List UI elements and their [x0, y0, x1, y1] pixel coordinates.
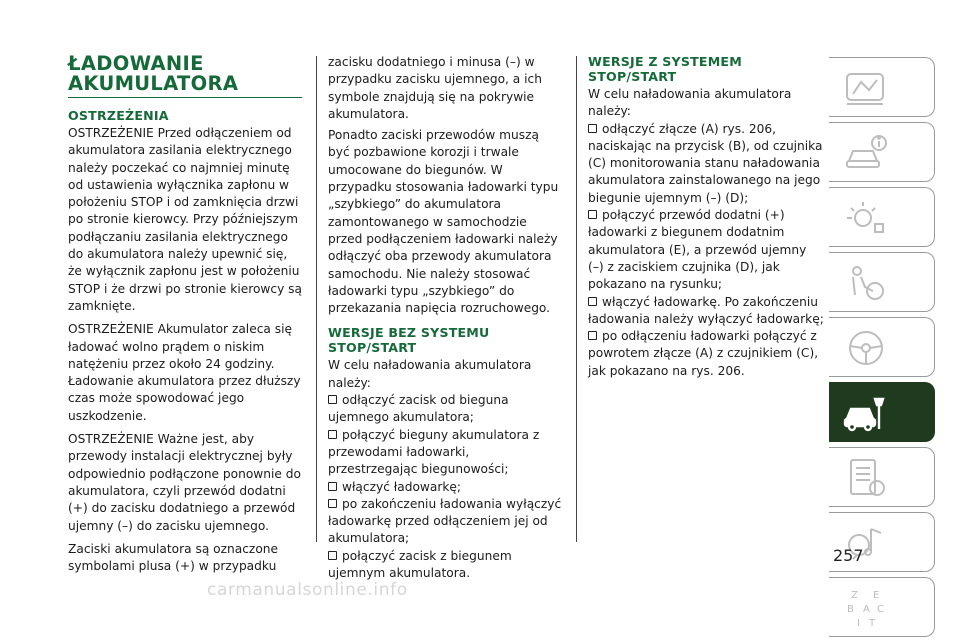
bullet-square-icon: [328, 551, 337, 560]
list-item: [328, 479, 562, 496]
list-item: [588, 294, 824, 329]
list-item: [328, 548, 562, 583]
no-stop-start-intro: W celu naładowania akumulatora należy:: [328, 358, 532, 390]
watermark: carmanualsonline.info: [207, 580, 408, 600]
stop-start-steps: [588, 121, 824, 380]
list-item-text: odłączyć zacisk od bieguna ujemnego akumulatora;: [328, 393, 509, 425]
steering-wheel-icon: [843, 326, 889, 370]
list-item: [328, 427, 562, 479]
list-item: [328, 496, 562, 548]
warning-lights-icon: [843, 196, 889, 240]
tab-emergency-service[interactable]: [829, 382, 935, 442]
tab-technical-data[interactable]: [829, 447, 935, 507]
tab-warning-lights[interactable]: [829, 187, 935, 247]
no-stop-start-heading: WERSJE BEZ SYSTEMU STOP/START: [328, 325, 490, 356]
list-item-text: połączyć przewód dodatni (+) ładowarki z biegunem dodatnim akumulatora (E), a przewód ujemny (–) z zaciskiem czujnika (D), jak pokazano na rysunku;: [588, 208, 807, 292]
page-number: 257: [833, 546, 864, 565]
list-item: [588, 207, 824, 293]
list-item: [328, 392, 562, 427]
column-1: [68, 54, 304, 581]
svg-text:E: E: [873, 590, 880, 601]
tab-vehicle-info[interactable]: [829, 122, 935, 182]
list-item-text: odłączyć złącze (A) rys. 206, naciskając na przycisk (B), od czujnika (C) monitorowania stanu naładowania akumulatora zainstalowanego na jego biegunie ujemnym (–) (D);: [588, 121, 823, 205]
bullet-square-icon: [588, 297, 597, 306]
svg-text:A: A: [863, 604, 870, 615]
tab-safety[interactable]: [829, 252, 935, 312]
body-paragraph-continued: zacisku dodatniego i minusa (–) w przypadku zacisku ujemnego, a ich symbole znajdują się na pokrywie akumulatora.: [328, 55, 542, 121]
list-item-text: włączyć ładowarkę. Po zakończeniu ładowania należy wyłączyć ładowarkę;: [588, 294, 824, 326]
list-item-text: włączyć ładowarkę;: [342, 479, 462, 494]
svg-text:C: C: [877, 604, 884, 615]
bullet-square-icon: [328, 395, 337, 404]
steering-safety-icon: [843, 261, 889, 305]
stop-start-intro: W celu naładowania akumulatora należy:: [588, 87, 792, 119]
list-item: [588, 121, 824, 207]
section-title-line2: AKUMULATORA: [68, 72, 239, 95]
list-item-text: po odłączeniu ładowarki połączyć z powrotem złącze (A) z czujnikiem (C), jak pokazano na rys. 206.: [588, 329, 819, 378]
column-divider-1: [316, 56, 317, 542]
list-item-text: połączyć bieguny akumulatora z przewodami ładowarki, przestrzegając biegunowości;: [328, 427, 540, 477]
tab-index[interactable]: [829, 577, 935, 637]
bullet-square-icon: [328, 482, 337, 491]
warning-paragraph-1: OSTRZEŻENIE Przed odłączeniem od akumulatora zasilania elektrycznego należy poczekać co najmniej minutę od ustawienia wyłącznika zapłonu w położeniu STOP i od zamknięcia drzwi po stronie kierowcy. Przy późniejszym podłączaniu zasilania elektrycznego do akumulatora należy upewnić się, że wyłącznik zapłonu jest w położeniu STOP i że drzwi po stronie kierowcy są zamknięte.: [68, 126, 302, 313]
column-2: [328, 54, 562, 582]
list-item-text: połączyć zacisk z biegunem ujemnym akumulatora.: [328, 548, 512, 581]
bullet-square-icon: [588, 331, 597, 340]
column-3: [588, 54, 824, 380]
info-car-icon: [843, 131, 889, 175]
stop-start-heading: WERSJE Z SYSTEMEM STOP/START: [588, 54, 742, 84]
svg-text:Z: Z: [851, 590, 858, 601]
column-divider-2: [576, 56, 577, 542]
warning-paragraph-3: OSTRZEŻENIE Ważne jest, aby przewody instalacji elektrycznej były odpowiednio podłączone ponownie do akumulatora, czyli przewód dodatni (+) do zacisku dodatniego a przewód ujemny (–) do zacisku ujemnego.: [68, 432, 301, 533]
section-title: [68, 54, 302, 98]
section-title-line1: ŁADOWANIE: [68, 52, 204, 75]
tab-driving[interactable]: [829, 317, 935, 377]
svg-text:I: I: [857, 618, 860, 629]
body-paragraph-terminals: Zaciski akumulatora są oznaczone symbolami plusa (+) w przypadku: [68, 541, 279, 574]
bullet-square-icon: [328, 430, 337, 439]
list-item-text: po zakończeniu ładowania wyłączyć ładowarkę przed odłączeniem jej od akumulatora;: [328, 496, 562, 546]
bullet-square-icon: [588, 124, 597, 133]
warnings-heading: OSTRZEŻENIA: [68, 108, 169, 123]
bullet-square-icon: [588, 210, 597, 219]
alphabetical-index-icon: [843, 586, 889, 630]
list-item: [588, 328, 824, 380]
car-dashboard-icon: [843, 66, 889, 110]
car-service-icon: [843, 391, 889, 435]
technical-data-icon: [843, 456, 889, 500]
bullet-square-icon: [328, 499, 337, 508]
tab-dashboard[interactable]: [829, 57, 935, 117]
body-paragraph-corrosion: Ponadto zaciski przewodów muszą być pozbawione korozji i trwale umocowane do biegunów. W przypadku stosowania ładowarki typu „szybkiego” do akumulatora zamontowanego w samochodzie przed podłączeniem ładowarki należy odłączyć oba przewody akumulatora samochodu. Nie należy stosować ładowarki typu „szybkiego” do przekazania napięcia rozruchowego.: [328, 128, 559, 316]
no-stop-start-steps: [328, 392, 562, 582]
warning-paragraph-2: OSTRZEŻENIE Akumulator zaleca się ładować wolno prądem o niskim natężeniu przez około 24 godziny. Ładowanie akumulatora przez dłuższy czas może spowodować jego uszkodzenie.: [68, 322, 301, 423]
svg-text:T: T: [869, 618, 876, 629]
svg-text:B: B: [847, 604, 854, 615]
